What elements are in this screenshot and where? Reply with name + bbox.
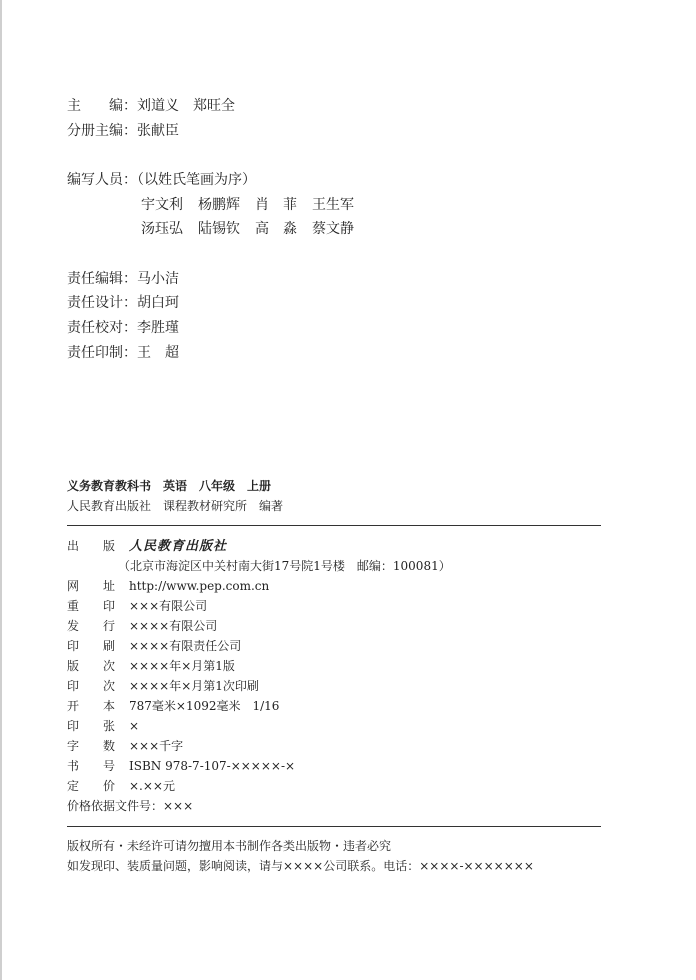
responsible-proofread-label: 责任校对： (67, 320, 137, 336)
info-value: ××××有限公司 (129, 619, 218, 633)
info-value: ×.××元 (129, 779, 175, 793)
writer-name: 陆锡钦 (198, 221, 240, 237)
responsible-design-name: 胡白珂 (137, 295, 179, 311)
info-label: 定 价 (67, 779, 116, 793)
publisher-line (67, 538, 227, 555)
divider-top (67, 525, 601, 526)
publisher-label: 出 版 (67, 539, 116, 553)
info-value: ISBN 978-7-107-×××××-× (129, 759, 296, 773)
info-row-printing (67, 678, 259, 694)
info-label: 印 张 (67, 719, 116, 733)
responsible-proofread-line (67, 319, 179, 337)
responsible-editor-line (67, 270, 179, 288)
info-value: ×××千字 (129, 739, 184, 753)
info-row-reprint (67, 598, 207, 614)
info-value: ××××年×月第1次印刷 (129, 679, 259, 693)
responsible-editor-name: 马小洁 (137, 271, 179, 287)
responsible-editor-label: 责任编辑： (67, 271, 137, 287)
info-label: 书 号 (67, 759, 116, 773)
info-label: 重 印 (67, 599, 116, 613)
book-title: 义务教育教科书 英语 八年级 上册 (67, 479, 272, 493)
responsible-proofread-name: 李胜瑾 (137, 320, 179, 336)
writers-row-1 (141, 196, 354, 214)
info-value: http://www.pep.com.cn (129, 579, 270, 593)
info-row-isbn (67, 758, 295, 774)
responsible-printing-line (67, 344, 179, 362)
info-row-distribution (67, 618, 217, 634)
info-row-website (67, 578, 269, 594)
info-row-printer (67, 638, 241, 654)
publisher-logo: 人民教育出版社 (129, 539, 228, 554)
volume-editor-names: 张献臣 (137, 123, 179, 139)
writer-name: 王生军 (312, 197, 354, 213)
info-row-edition (67, 658, 235, 674)
volume-editor-label: 分册主编： (67, 123, 137, 139)
responsible-printing-label: 责任印制： (67, 345, 137, 361)
info-row-word-count (67, 738, 183, 754)
info-label: 版 次 (67, 659, 116, 673)
info-value: ××××有限责任公司 (129, 639, 242, 653)
writers-row-2 (141, 220, 354, 238)
writer-name: 杨鹏辉 (198, 197, 240, 213)
volume-editor-line (67, 122, 179, 140)
price-basis: 价格依据文件号：××× (67, 799, 194, 813)
writer-name: 宇文利 (141, 197, 183, 213)
page-edge-rule (0, 0, 2, 980)
info-row-price (67, 778, 175, 794)
info-label: 发 行 (67, 619, 116, 633)
info-row-sheets (67, 718, 139, 734)
info-value: 787毫米×1092毫米 1/16 (129, 699, 280, 713)
info-value: × (129, 719, 140, 733)
writers-label: 编写人员：（以姓氏笔画为序） (67, 172, 256, 188)
chief-editor-label: 主 编： (67, 98, 137, 114)
book-author: 人民教育出版社 课程教材研究所 编著 (67, 499, 284, 513)
writer-name: 高 淼 (255, 221, 297, 237)
info-label: 印 次 (67, 679, 116, 693)
info-label: 印 刷 (67, 639, 116, 653)
divider-bottom (67, 826, 601, 827)
chief-editor-line (67, 97, 235, 115)
info-label: 字 数 (67, 739, 116, 753)
responsible-design-label: 责任设计： (67, 295, 137, 311)
copyright-notice: 版权所有・未经许可请勿擅用本书制作各类出版物・违者必究 (67, 839, 392, 853)
publisher-address: （北京市海淀区中关村南大街17号院1号楼 邮编：100081） (118, 559, 451, 573)
info-label: 开 本 (67, 699, 116, 713)
writer-name: 汤珏弘 (141, 221, 183, 237)
quality-contact: 如发现印、装质量问题，影响阅读，请与××××公司联系。电话：××××-××××××× (67, 859, 534, 873)
info-label: 网 址 (67, 579, 116, 593)
writer-name: 蔡文静 (312, 221, 354, 237)
responsible-printing-name: 王 超 (137, 345, 179, 361)
chief-editor-names: 刘道义 郑旺全 (137, 98, 235, 114)
responsible-design-line (67, 294, 179, 312)
info-value: ×××有限公司 (129, 599, 208, 613)
writer-name: 肖 菲 (255, 197, 297, 213)
info-value: ××××年×月第1版 (129, 659, 235, 673)
info-row-format (67, 698, 279, 714)
